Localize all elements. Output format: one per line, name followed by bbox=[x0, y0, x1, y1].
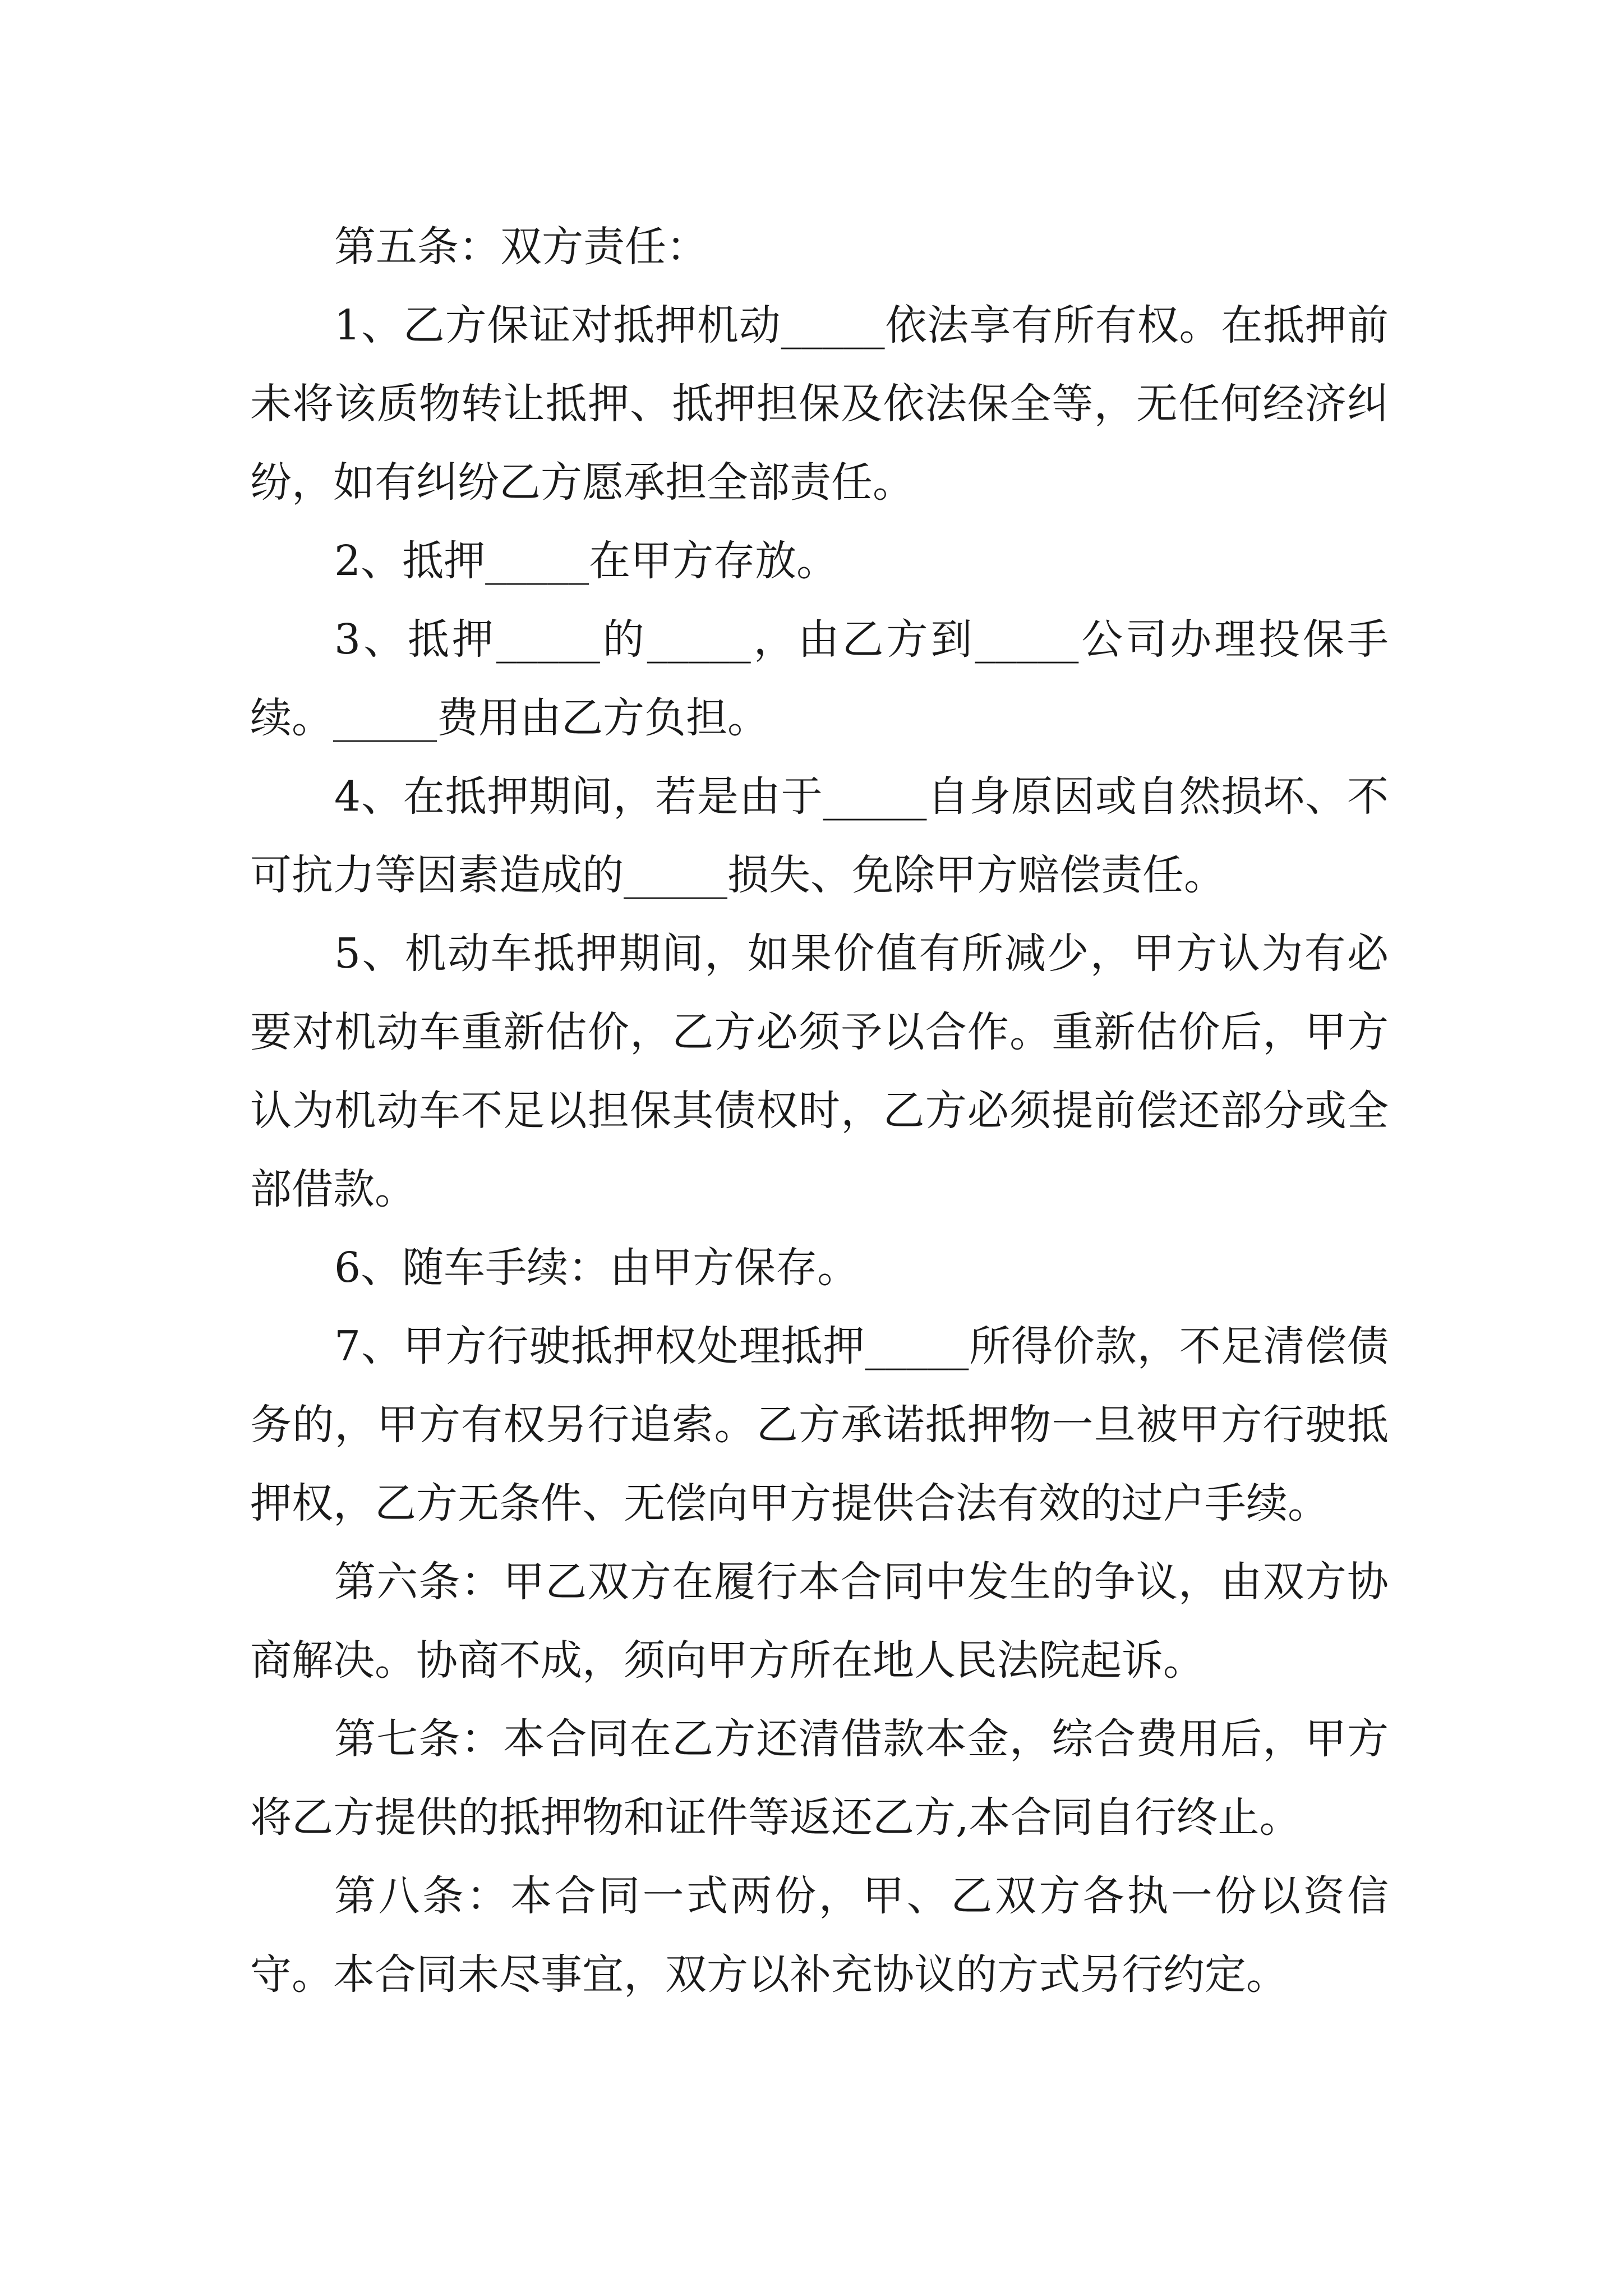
paragraph-article-7: 第七条：本合同在乙方还清借款本金，综合费用后，甲方将乙方提供的抵押物和证件等返还乙方,本合同自行终止。 bbox=[250, 1715, 1389, 1842]
paragraph-clause-3: 3、抵押_____的_____，由乙方到_____公司办理投保手续。_____费用由乙方负担。 bbox=[250, 615, 1389, 742]
paragraph-article-8: 第八条：本合同一式两份，甲、乙双方各执一份以资信守。本合同未尽事宜，双方以补充协议的方式另行约定。 bbox=[250, 1872, 1389, 1999]
paragraph-clause-5: 5、机动车抵押期间，如果价值有所减少，甲方认为有必要对机动车重新估价，乙方必须予以合作。重新估价后，甲方认为机动车不足以担保其债权时，乙方必须提前偿还部分或全部借款。 bbox=[250, 930, 1389, 1213]
document-body bbox=[250, 208, 1389, 2014]
paragraph-clause-6: 6、随车手续：由甲方保存。 bbox=[334, 1244, 859, 1292]
paragraph-clause-7: 7、甲方行驶抵押权处理抵押_____所得价款，不足清偿债务的，甲方有权另行追索。乙方承诺抵押物一旦被甲方行驶抵押权，乙方无条件、无偿向甲方提供合法有效的过户手续。 bbox=[250, 1322, 1389, 1527]
paragraph-article-5-heading: 第五条：双方责任： bbox=[334, 223, 708, 271]
paragraph-clause-4: 4、在抵押期间，若是由于_____自身原因或自然损坏、不可抗力等因素造成的_____损失、免除甲方赔偿责任。 bbox=[250, 772, 1389, 899]
paragraph-article-6: 第六条：甲乙双方在履行本合同中发生的争议，由双方协商解决。协商不成，须向甲方所在地人民法院起诉。 bbox=[250, 1558, 1389, 1685]
paragraph-clause-2: 2、抵押_____在甲方存放。 bbox=[334, 537, 838, 585]
paragraph-clause-1: 1、乙方保证对抵押机动_____依法享有所有权。在抵押前未将该质物转让抵押、抵押担保及依法保全等，无任何经济纠纷，如有纠纷乙方愿承担全部责任。 bbox=[250, 301, 1389, 507]
